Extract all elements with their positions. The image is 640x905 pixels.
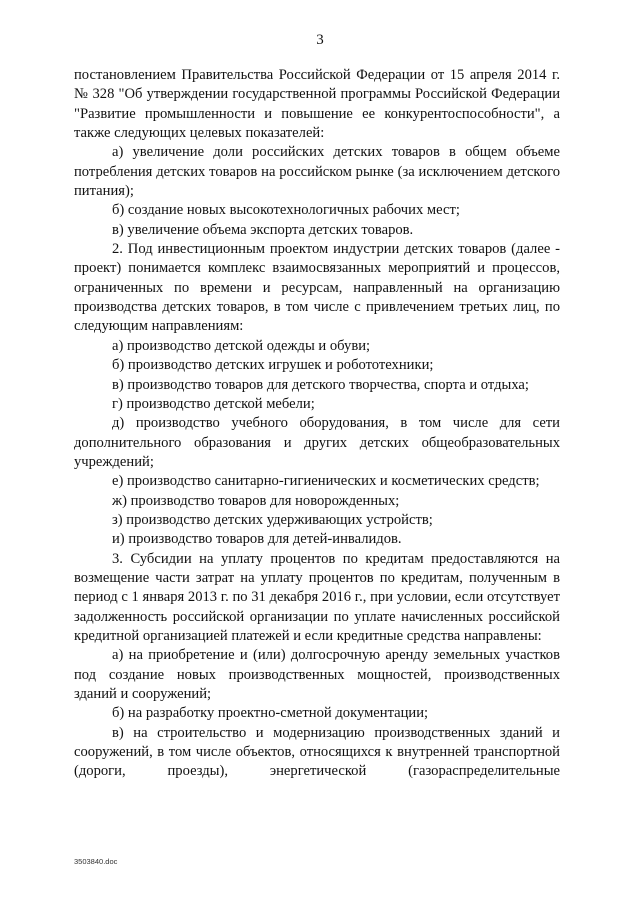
list-item-direction-d: г) производство детской мебели; [112,395,315,412]
list-item-direction-i: и) производство товаров для детей-инвалидов. [112,531,402,548]
document-body [74,66,560,782]
list-item-goal-a: а) увеличение доли российских детских товаров в общем объеме потребления детских товаров на российском рынке (за исключением детского питания); [74,144,560,200]
list-item-goal-b: б) создание новых высокотехнологичных рабочих мест; [112,202,460,219]
list-item-credit-b: б) на разработку проектно-сметной документации; [112,705,429,722]
list-item-direction-e: д) производство учебного оборудования, в том числе для сети дополнительного образования и других детских общеобразовательных учреждений; [74,415,560,470]
paragraph-section-2: 2. Под инвестиционным проектом индустрии детских товаров (далее - проект) понимается комплекс взаимосвязанных мероприятий и процессов, ограниченных по времени и ресурсам, направленный на организацию производства детских товаров, в том числе с привлечением третьих лиц, по следующим направлениям: [74,241,560,335]
list-item-direction-h: з) производство детских удерживающих устройств; [112,511,433,528]
list-item-goal-c: в) увеличение объема экспорта детских товаров. [112,221,414,238]
paragraph-intro-continuation: постановлением Правительства Российской Федерации от 15 апреля 2014 г. № 328 "Об утверждении государственной программы Российской Федерации "Развитие промышленности и повышение ее конкурентоспособности", а также следующих целевых показателей: [74,67,560,142]
list-item-direction-a: а) производство детской одежды и обуви; [112,337,371,354]
list-item-direction-g: ж) производство товаров для новорожденных; [112,492,400,509]
paragraph-section-3: 3. Субсидии на уплату процентов по кредитам предоставляются на возмещение части затрат на уплату процентов по кредитам, полученным в период с 1 января 2013 г. по 31 декабря 2016 г., при условии, если отсутствует задолженность российской организации по уплате начисленных российской кредитной организацией платежей и если кредитные средства направлены: [74,550,560,644]
list-item-direction-f: е) производство санитарно-гигиенических и косметических средств; [112,473,540,490]
list-item-direction-c: в) производство товаров для детского творчества, спорта и отдыха; [112,376,529,393]
list-item-credit-a: а) на приобретение и (или) долгосрочную аренду земельных участков под создание новых производственных мощностей, производственных зданий и сооружений; [74,647,560,702]
footer-filename: 3503840.doc [74,857,118,866]
page-number: 3 [316,32,324,48]
list-item-credit-c: в) на строительство и модернизацию производственных зданий и сооружений, в том числе объектов, относящихся к внутренней транспортной (дороги, проезды), энергетической (газораспределительные [74,724,560,780]
list-item-direction-b: б) производство детских игрушек и робототехники; [112,357,434,374]
